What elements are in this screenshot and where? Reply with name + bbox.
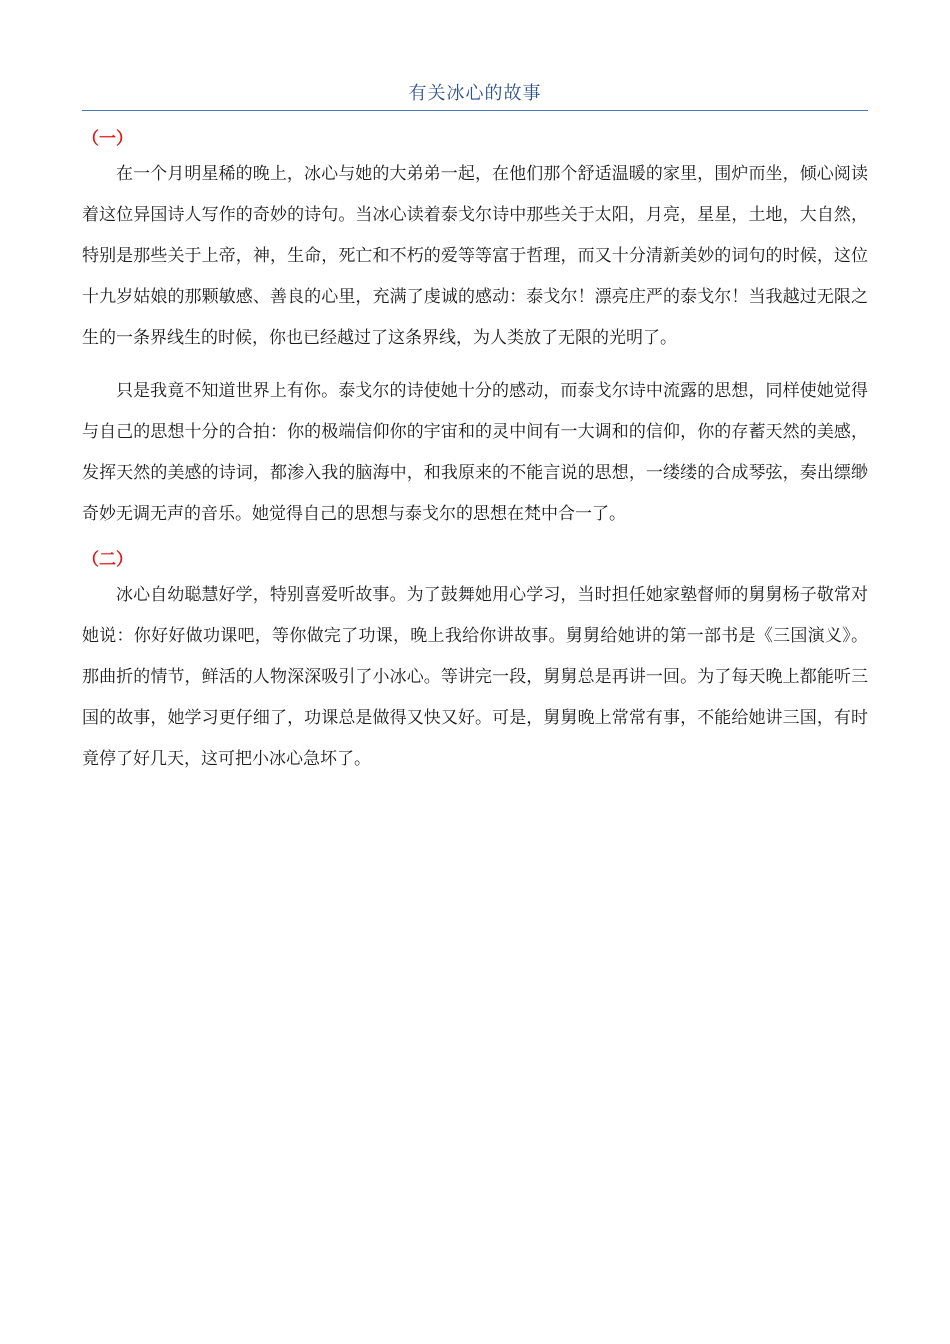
paragraph: 在一个月明星稀的晚上，冰心与她的大弟弟一起，在他们那个舒适温暖的家里，围炉而坐，倾心阅读着这位异国诗人写作的奇妙的诗句。当冰心读着泰戈尔诗中那些关于太阳，月亮，星星，土地，大自然，特别是那些关于上帝，神，生命，死亡和不朽的爱等等富于哲理，而又十分清新美妙的词句的时候，这位十九岁姑娘的那颗敏感、善良的心里，充满了虔诚的感动：泰戈尔！漂亮庄严的泰戈尔！当我越过无限之生的一条界线生的时候，你也已经越过了这条界线，为人类放了无限的光明了。 xyxy=(82,164,868,348)
paragraph: 只是我竟不知道世界上有你。泰戈尔的诗使她十分的感动，而泰戈尔诗中流露的思想，同样使她觉得与自己的思想十分的合拍：你的极端信仰你的宇宙和的灵中间有一大调和的信仰，你的存蓄天然的美感，发挥天然的美感的诗词，都渗入我的脑海中，和我原来的不能言说的思想，一缕缕的合成琴弦，奏出缥缈奇妙无调无声的音乐。她觉得自己的思想与泰戈尔的思想在梵中合一了。 xyxy=(82,381,868,524)
section-two xyxy=(82,545,868,780)
section-one xyxy=(82,124,868,535)
page-header xyxy=(82,80,868,111)
paragraph: 冰心自幼聪慧好学，特别喜爱听故事。为了鼓舞她用心学习，当时担任她家塾督师的舅舅杨子敬常对她说：你好好做功课吧，等你做完了功课，晚上我给你讲故事。舅舅给她讲的第一部书是《三国演义》。那曲折的情节，鲜活的人物深深吸引了小冰心。等讲完一段，舅舅总是再讲一回。为了每天晚上都能听三国的故事，她学习更仔细了，功课总是做得又快又好。可是，舅舅晚上常常有事，不能给她讲三国，有时竟停了好几天，这可把小冰心急坏了。 xyxy=(82,585,868,769)
page-title: 有关冰心的故事 xyxy=(408,83,542,104)
document-body xyxy=(82,124,868,780)
section-heading: （一） xyxy=(82,129,133,149)
section-heading: （二） xyxy=(82,550,133,570)
